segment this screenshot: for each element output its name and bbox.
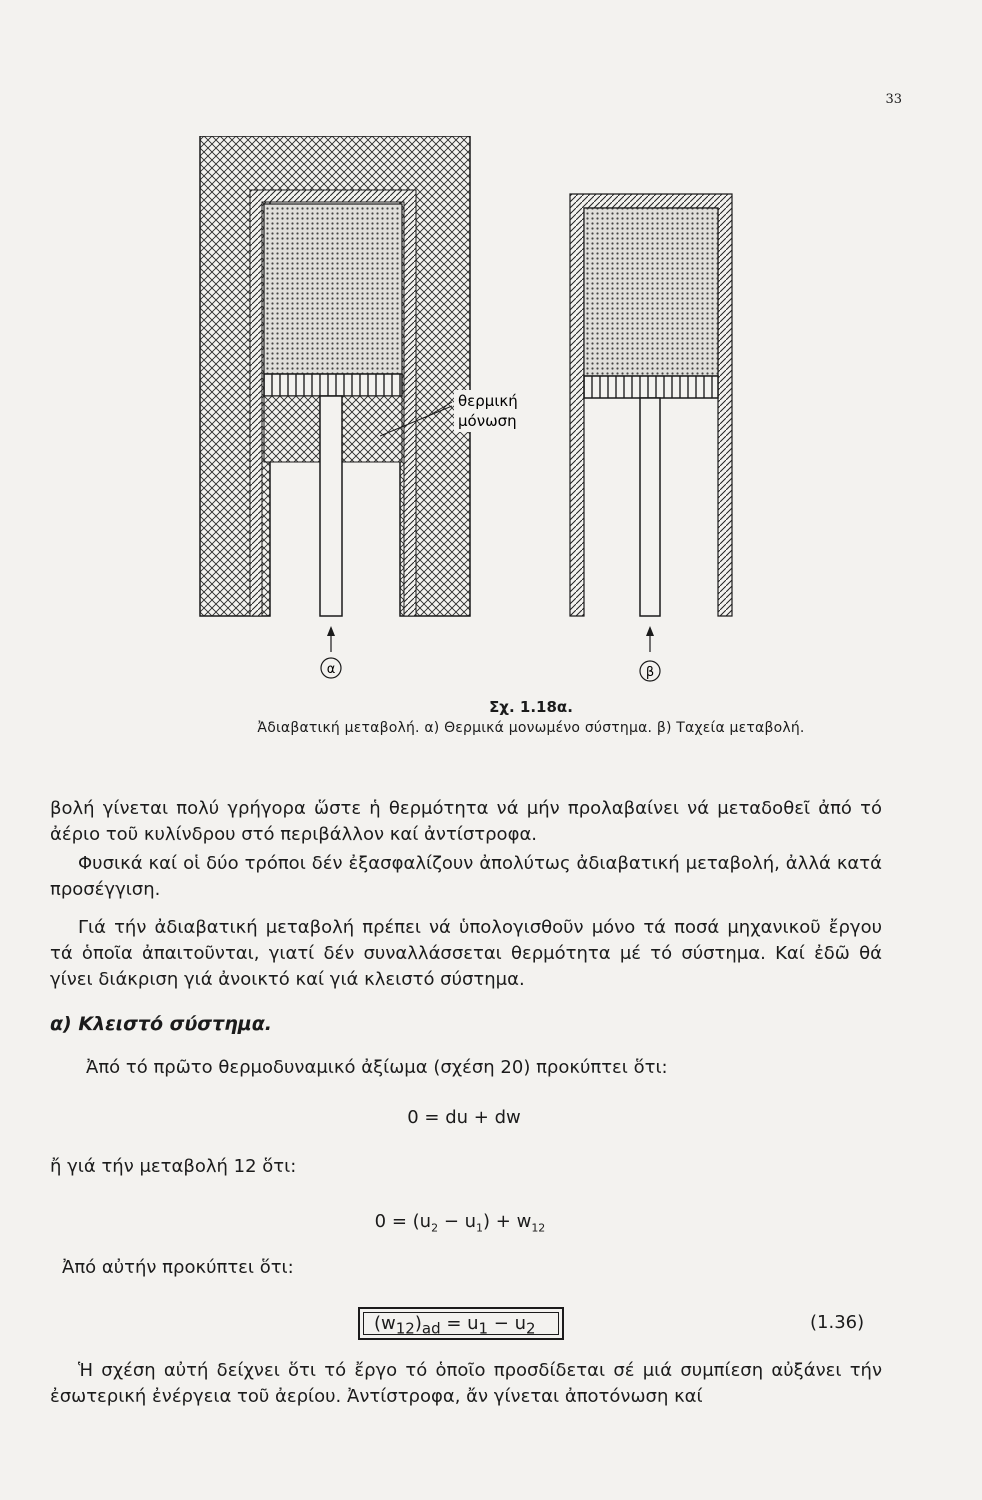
text-line-2: ἤ γιά τήν μεταβολή 12 ὅτι:: [50, 1156, 297, 1177]
paragraph-2: Φυσικά καί οἱ δύο τρόποι δέν ἐξασφαλίζουν ἀπολύτως ἀδιαβατική μεταβολή, ἀλλά κατά προσέγγιση.: [50, 853, 882, 900]
insulation-label-line1: θερμική: [458, 392, 518, 410]
page-number: 33: [885, 92, 902, 107]
adiabatic-figure: [180, 136, 740, 696]
cylinder-b: [570, 194, 732, 681]
figure-caption-title: Σχ. 1.18α.: [489, 698, 573, 716]
paragraph-1: βολή γίνεται πολύ γρήγορα ὥστε ἡ θερμότητα νά μήν προλαβαίνει νά μεταδοθεῖ ἀπό τό ἀέριο τοῦ κυλίνδρου στό περιβάλλον καί ἀντίστροφα.: [50, 798, 882, 845]
section-heading: α) Κλειστό σύστημα.: [50, 1013, 272, 1035]
insulation-label-line2: μόνωση: [458, 412, 517, 430]
paragraph-4: Ἡ σχέση αὐτή δείχνει ὅτι τό ἔργο τό ὁποῖο προσδίδεται σέ μιά συμπίεση αὐξάνει τήν ἐσωτερική ἐνέργεια τοῦ ἀερίου. Ἀντίστροφα, ἄν γίνεται ἀποτόνωση καί: [50, 1360, 882, 1407]
cylinder-a: [200, 136, 470, 678]
equation-1: 0 = du + dw: [407, 1107, 521, 1128]
figure-caption-text: Ἀδιαβατική μεταβολή. α) Θερμικά μονωμένο σύστημα. β) Ταχεία μεταβολή.: [257, 720, 805, 736]
figure-label-a: α: [326, 662, 336, 677]
paragraph-3: Γιά τήν ἀδιαβατική μεταβολή πρέπει νά ὑπολογισθοῦν μόνο τά ποσά μηχανικοῦ ἔργου τά ὁποῖα ἀπαιτοῦνται, γιατί δέν συναλλάσσεται θερμότητα μέ τό σύστημα. Καί ἐδῶ θά γίνει διάκριση γιά ἀνοικτό καί γιά κλειστό σύστημα.: [50, 917, 882, 990]
figure-label-b: β: [645, 665, 655, 680]
equation-number: (1.36): [810, 1312, 865, 1333]
text-line-1: Ἀπό τό πρῶτο θερμοδυναμικό ἀξίωμα (σχέση 20) προκύπτει ὅτι:: [86, 1057, 668, 1078]
text-line-3: Ἀπό αὐτήν προκύπτει ὅτι:: [62, 1257, 294, 1278]
boxed-equation: [358, 1307, 564, 1340]
boxed-equation-content: $(w_{12})_{ad} = u_1 - u_2$: [374, 1313, 536, 1338]
equation-2: $0 = (u_2 - u_1) + w_{12}$: [374, 1211, 546, 1235]
